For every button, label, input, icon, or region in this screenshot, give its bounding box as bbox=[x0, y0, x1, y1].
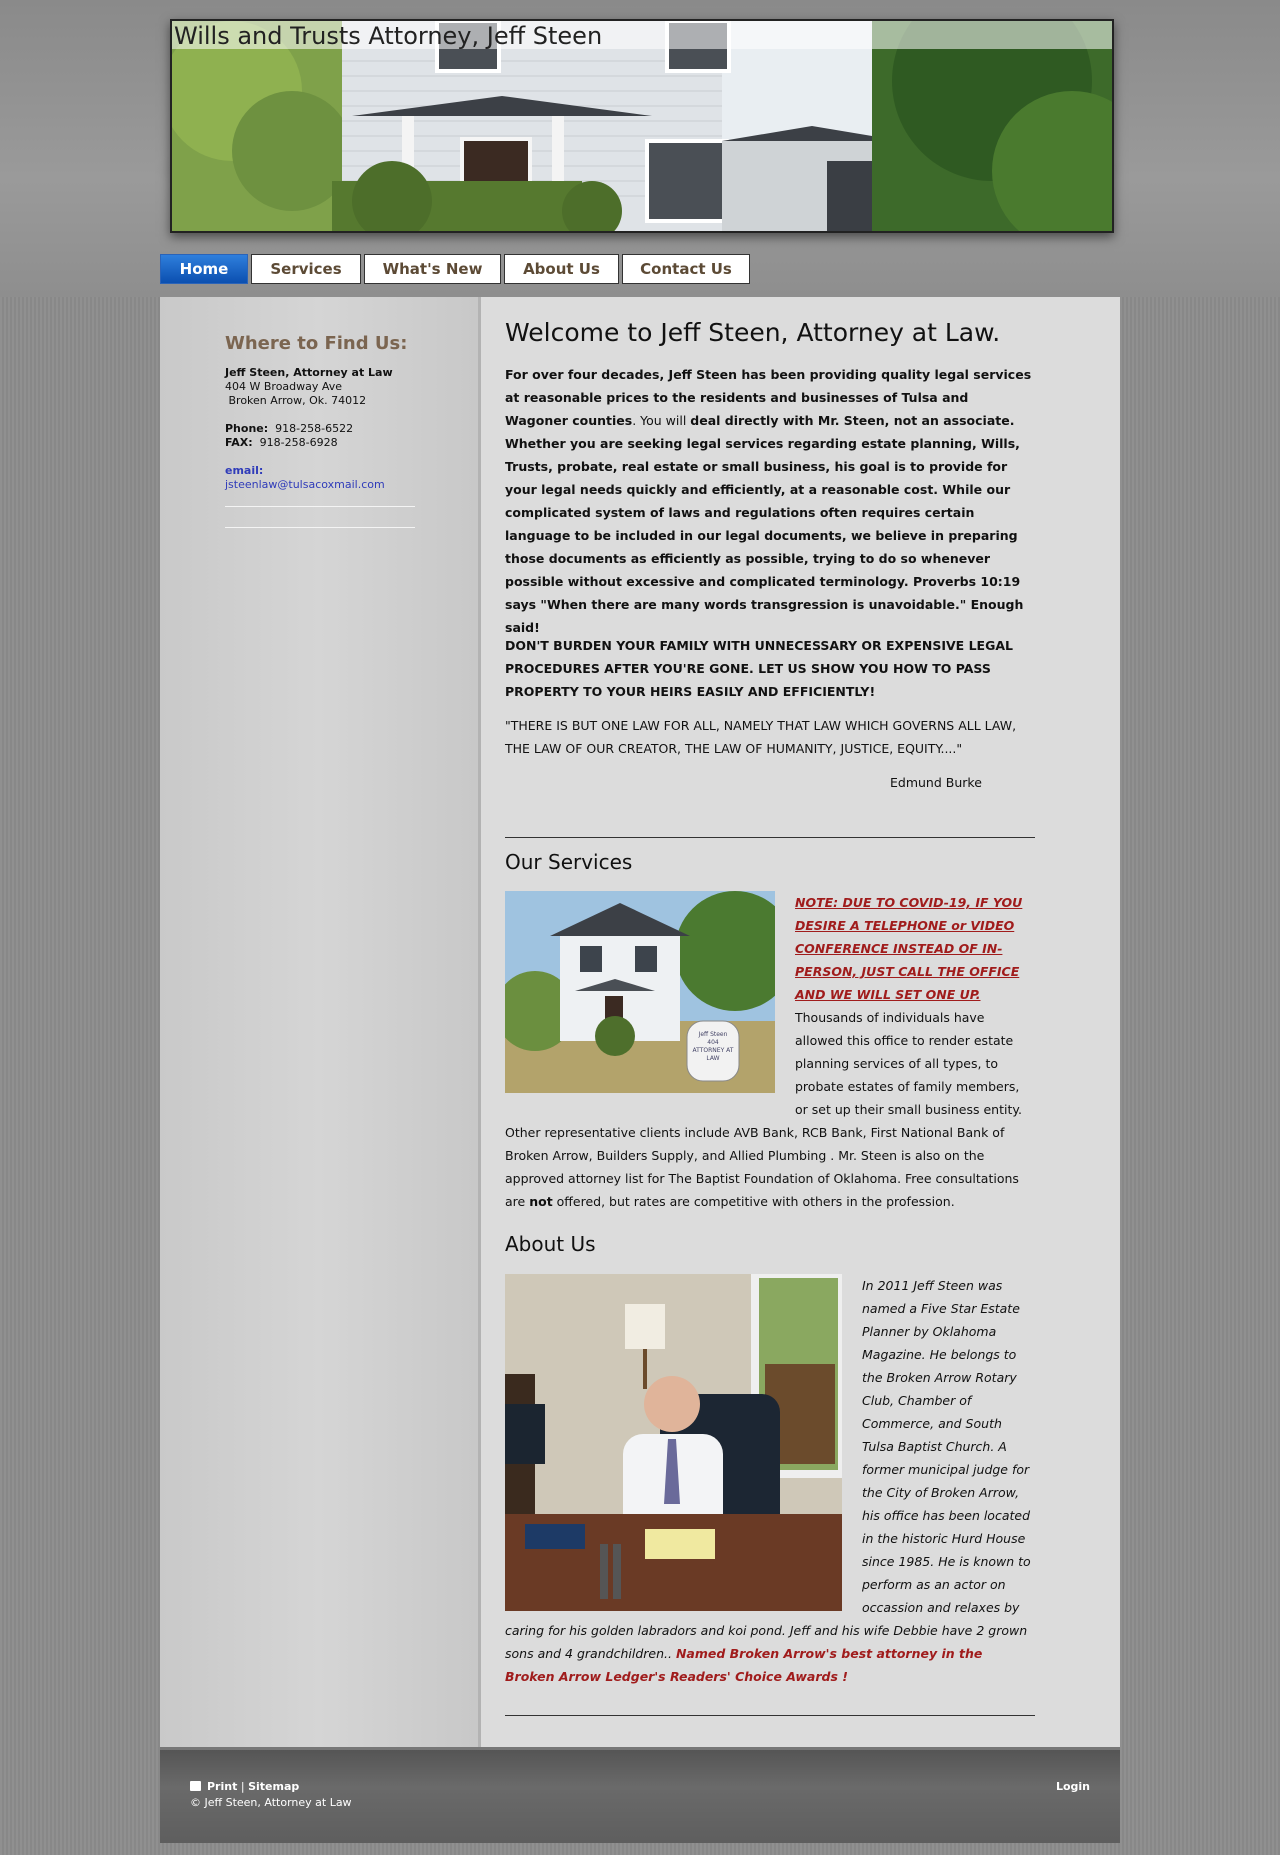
quote-author: Edmund Burke bbox=[890, 775, 982, 790]
intro-text-2: . You will bbox=[632, 413, 691, 428]
phone-number: 918-258-6522 bbox=[275, 422, 354, 435]
services-heading: Our Services bbox=[505, 850, 633, 874]
about-heading: About Us bbox=[505, 1232, 596, 1256]
copyright: © Jeff Steen, Attorney at Law bbox=[190, 1796, 352, 1809]
nav-about-us[interactable]: About Us bbox=[504, 254, 619, 284]
intro-paragraph bbox=[505, 363, 1035, 639]
covid-note: NOTE: DUE TO COVID-19, IF YOU DESIRE A TELEPHONE or VIDEO CONFERENCE INSTEAD OF IN-PERSON, JUST CALL THE OFFICE AND WE WILL SET ONE UP. bbox=[795, 895, 1023, 1002]
page-title: Welcome to Jeff Steen, Attorney at Law. bbox=[505, 318, 1001, 347]
print-link[interactable]: Print bbox=[207, 1780, 238, 1793]
about-paragraph bbox=[505, 1274, 1035, 1688]
footer bbox=[160, 1747, 1120, 1843]
services-paragraph bbox=[505, 1006, 1035, 1213]
intro-text-1: For over four decades, Jeff Steen has been providing quality legal services at reasonable prices to the residents and businesses of Tulsa and Wagoner counties bbox=[505, 367, 1032, 428]
burden-paragraph: DON'T BURDEN YOUR FAMILY WITH UNNECESSARY OR EXPENSIVE LEGAL PROCEDURES AFTER YOU'RE GONE. LET US SHOW YOU HOW TO PASS PROPERTY TO YOUR HEIRS EASILY AND EFFICIENTLY! bbox=[505, 638, 1013, 699]
nav-contact-us[interactable]: Contact Us bbox=[622, 254, 750, 284]
sidebar-contact bbox=[225, 333, 415, 528]
section-divider-bottom bbox=[505, 1715, 1035, 1716]
nav-whats-new[interactable]: What's New bbox=[364, 254, 501, 284]
services-text-1: Thousands of individuals have allowed this office to render estate planning services of all types, to probate estates of family members, or set up their small business entity. Other representative clients include AVB Bank, RCB Bank, First National Bank of Broken Arrow, Builders Supply, and Allied Plumbing . Mr. Steen is also on the approved attorney list for The Baptist Foundation of Oklahoma. Free consultations are bbox=[505, 1010, 1022, 1209]
phone-label: Phone: bbox=[225, 422, 269, 435]
printer-icon bbox=[190, 1781, 201, 1791]
services-text-2: offered, but rates are competitive with others in the profession. bbox=[552, 1194, 955, 1209]
login-link[interactable]: Login bbox=[1055, 1780, 1090, 1793]
content-area bbox=[160, 297, 1120, 1747]
house-banner-image bbox=[172, 21, 1112, 231]
address-line-1: 404 W Broadway Ave bbox=[225, 380, 343, 393]
email-label: email: bbox=[225, 464, 264, 477]
header-banner bbox=[170, 19, 1114, 233]
fax-label: FAX: bbox=[225, 436, 253, 449]
nav-home[interactable]: Home bbox=[160, 254, 248, 284]
sidebar bbox=[160, 297, 481, 1747]
firm-name: Jeff Steen, Attorney at Law bbox=[225, 366, 393, 379]
sitemap-link[interactable]: Sitemap bbox=[248, 1780, 300, 1793]
main-nav bbox=[160, 254, 753, 286]
section-divider bbox=[505, 837, 1035, 838]
award-text: Named Broken Arrow's best attorney in the Broken Arrow Ledger's Readers' Choice Awards ! bbox=[505, 1646, 983, 1684]
intro-text-3: deal directly with Mr. Steen, not an associate. Whether you are seeking legal services regarding estate planning, Wills, Trusts, probate, real estate or small business, his goal is to provide for your legal needs quickly and efficiently, at a reasonable cost. While our complicated system of laws and regulations often requires certain language to be included in our legal documents, we believe in preparing those documents as efficiently as possible, trying to do so whenever possible without excessive and complicated terminology. Proverbs 10:19 says "When there are many words transgression is unavoidable." Enough said! bbox=[505, 413, 1024, 635]
sidebar-divider bbox=[225, 527, 415, 528]
site-title: Wills and Trusts Attorney, Jeff Steen bbox=[174, 22, 603, 50]
footer-links bbox=[190, 1780, 299, 1793]
about-text: In 2011 Jeff Steen was named a Five Star Estate Planner by Oklahoma Magazine. He belongs to the Broken Arrow Rotary Club, Chamber of Commerce, and South Tulsa Baptist Church. A former municipal judge for the City of Broken Arrow, his office has been located in the historic Hurd House since 1985. He is known to perform as an actor on occassion and relaxes by caring for his golden labradors and koi pond. Jeff and his wife Debbie have 2 grown sons and 4 grandchildren.. bbox=[505, 1278, 1031, 1661]
footer-separator: | bbox=[240, 1780, 245, 1793]
address-line-2: Broken Arrow, Ok. 74012 bbox=[225, 394, 367, 407]
nav-services[interactable]: Services bbox=[251, 254, 361, 284]
quote-paragraph: "THERE IS BUT ONE LAW FOR ALL, NAMELY THAT LAW WHICH GOVERNS ALL LAW, THE LAW OF OUR CREATOR, THE LAW OF HUMANITY, JUSTICE, EQUITY...." bbox=[505, 718, 1017, 756]
sidebar-heading: Where to Find Us: bbox=[225, 333, 408, 354]
email-link[interactable]: jsteenlaw@tulsacoxmail.com bbox=[225, 478, 385, 491]
header bbox=[0, 0, 1280, 297]
office-sign-text: Jeff Steen 404 ATTORNEY AT LAW bbox=[692, 1031, 734, 1062]
services-text-not: not bbox=[529, 1194, 553, 1209]
fax-number: 918-258-6928 bbox=[259, 436, 338, 449]
